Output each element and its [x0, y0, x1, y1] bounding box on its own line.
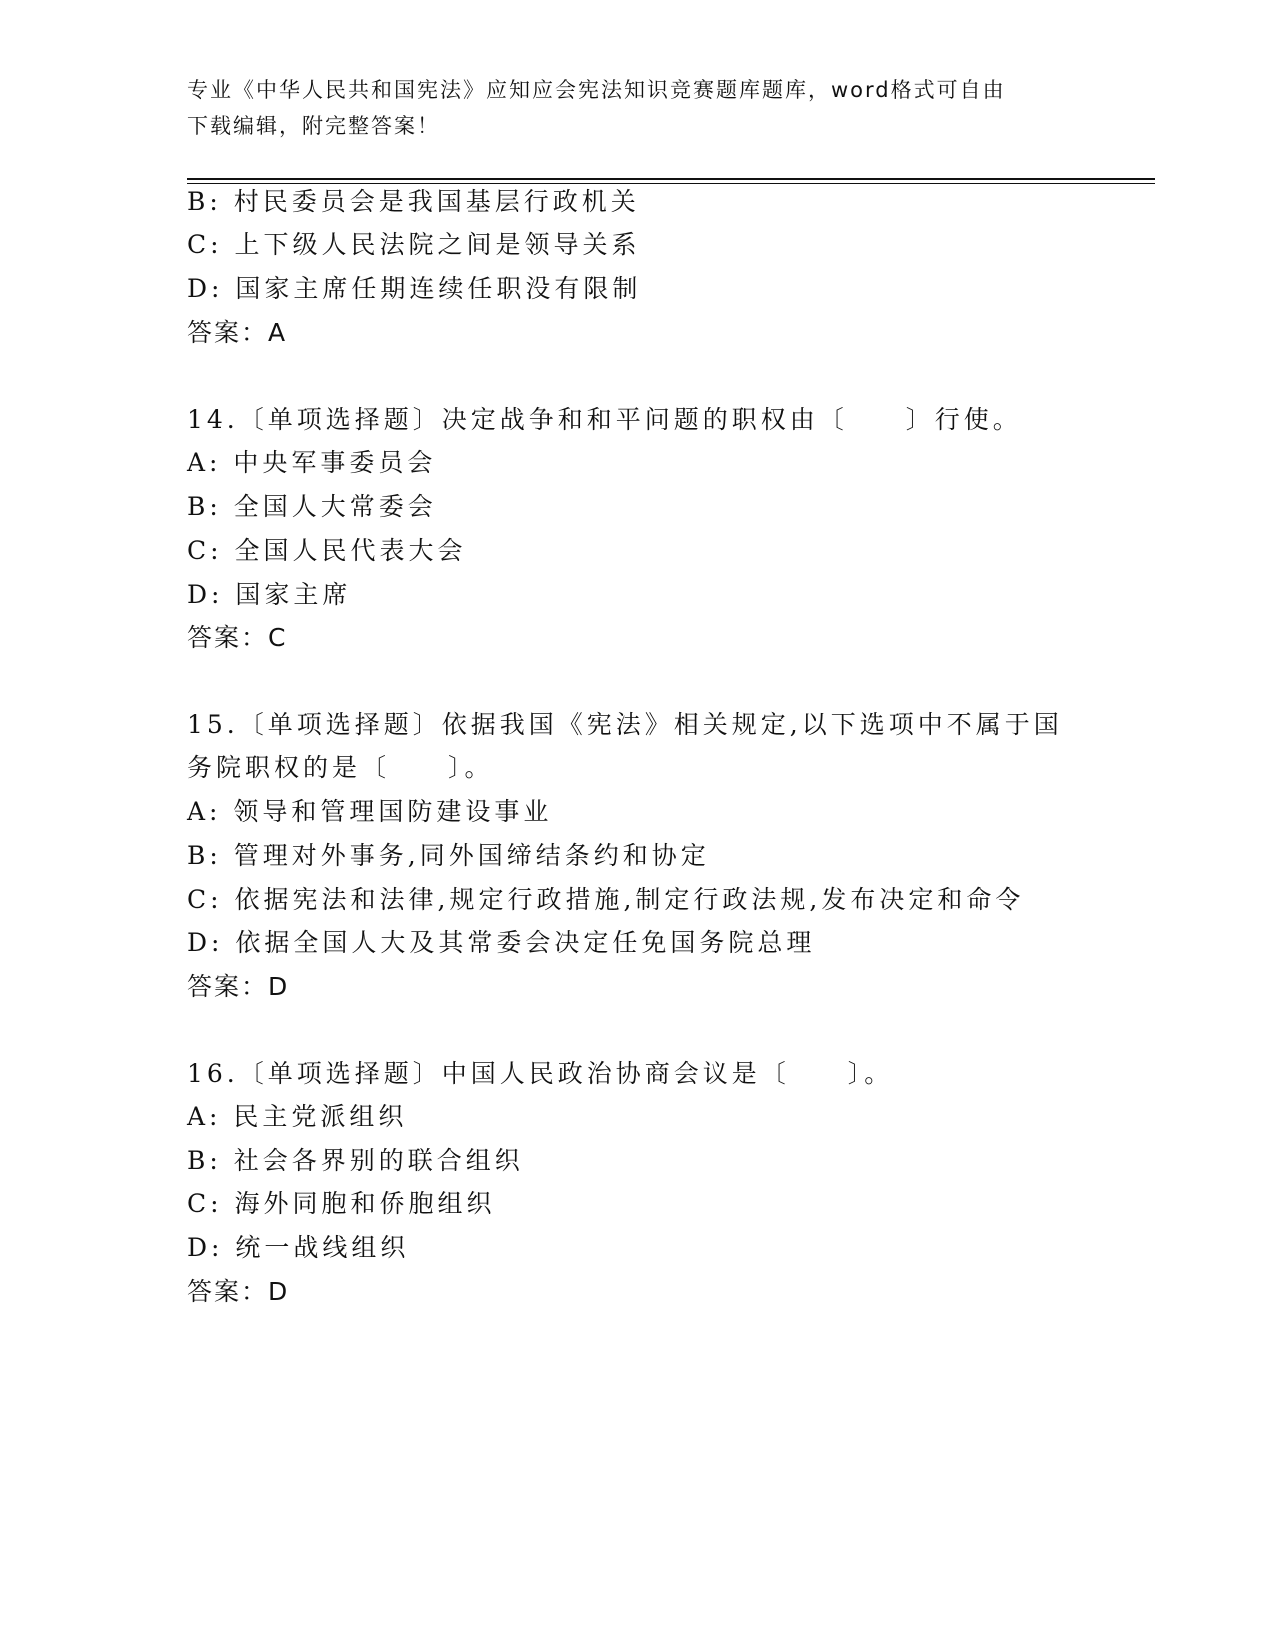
q14-option-c: C: 全国人民代表大会 [187, 536, 467, 565]
q14-option-b: B: 全国人大常委会 [187, 492, 437, 521]
q13-answer: 答案：A [187, 318, 288, 347]
q14-option-a: A: 中央军事委员会 [187, 448, 437, 477]
header-rule-thick [187, 178, 1155, 180]
header-rule-thin [187, 183, 1155, 184]
q13-option-b: B: 村民委员会是我国基层行政机关 [187, 187, 640, 216]
q14-stem: 14.〔单项选择题〕决定战争和和平问题的职权由〔 〕行使。 [187, 405, 1022, 434]
q14-answer: 答案：C [187, 623, 288, 652]
q13-option-d: D: 国家主席任期连续任职没有限制 [187, 274, 642, 303]
q16-answer: 答案：D [187, 1277, 290, 1306]
q16-option-b: B: 社会各界别的联合组织 [187, 1146, 524, 1175]
q16-option-c: C: 海外同胞和侨胞组织 [187, 1189, 496, 1218]
q15-stem-line-1: 15.〔单项选择题〕依据我国《宪法》相关规定,以下选项中不属于国 [187, 710, 1063, 739]
header-line-1: 专业《中华人民共和国宪法》应知应会宪法知识竞赛题库题库，word格式可自由 [187, 78, 1006, 102]
q16-option-a: A: 民主党派组织 [187, 1102, 408, 1131]
q15-stem-line-2: 务院职权的是〔 〕。 [187, 753, 494, 782]
q16-stem: 16.〔单项选择题〕中国人民政治协商会议是〔 〕。 [187, 1059, 894, 1088]
q15-option-c: C: 依据宪法和法律,规定行政措施,制定行政法规,发布决定和命令 [187, 885, 1025, 914]
q15-option-d: D: 依据全国人大及其常委会决定任免国务院总理 [187, 928, 816, 957]
q15-option-a: A: 领导和管理国防建设事业 [187, 797, 553, 826]
header-line-2: 下载编辑，附完整答案！ [187, 114, 440, 138]
document-header [187, 72, 1067, 144]
q16-option-d: D: 统一战线组织 [187, 1233, 410, 1262]
q15-answer: 答案：D [187, 972, 290, 1001]
q15-option-b: B: 管理对外事务,同外国缔结条约和协定 [187, 841, 710, 870]
q13-option-c: C: 上下级人民法院之间是领导关系 [187, 230, 641, 259]
q14-option-d: D: 国家主席 [187, 580, 352, 609]
